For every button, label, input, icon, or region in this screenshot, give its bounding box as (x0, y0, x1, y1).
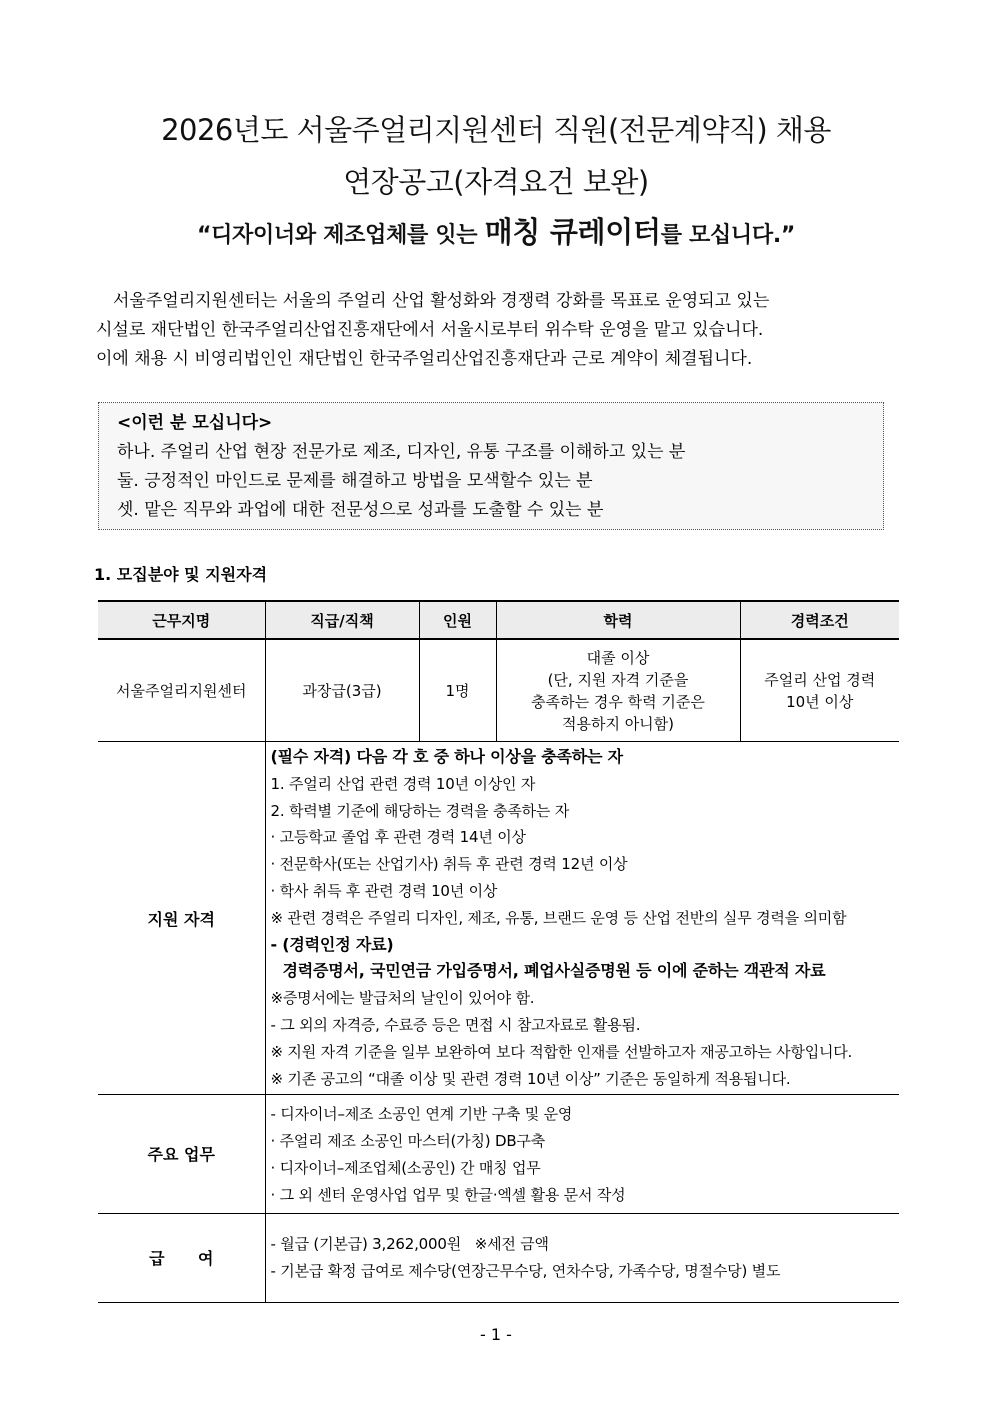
wanted-item: 둘. 긍정적인 마인드로 문제를 해결하고 방법을 모색할수 있는 분 (117, 471, 593, 491)
experience-line: 주얼리 산업 경력 (764, 670, 876, 689)
slogan-emphasis: 매칭 큐레이터 (484, 215, 661, 249)
salary-label: 급 여 (98, 1213, 265, 1302)
cell-education (496, 639, 740, 742)
salary-line: - 월급 (기본급) 3,262,000원 ※세전 금액 (270, 1234, 549, 1253)
duty-line: · 주얼리 제조 소공인 마스터(가칭) DB구축 (270, 1132, 546, 1151)
requirement-line: ※ 관련 경력은 주얼리 디자인, 제조, 유통, 브랜드 운영 등 산업 전반의 실무 경력을 의미함 (270, 908, 847, 927)
education-line: 대졸 이상 (586, 648, 650, 667)
requirement-line: · 학사 취득 후 관련 경력 10년 이상 (270, 881, 498, 900)
requirement-line: · 고등학교 졸업 후 관련 경력 14년 이상 (270, 828, 526, 847)
requirements-label: 지원 자격 (98, 742, 265, 1095)
intro-line: 시설로 재단법인 한국주얼리산업진흥재단에서 서울시로부터 위수탁 운영을 맡고 있습니다. (96, 320, 764, 340)
salary-content (265, 1213, 899, 1302)
title-line-1: 2026년도 서울주얼리지원센터 직원(전문계약직) 채용 (161, 113, 831, 147)
intro-line: 서울주얼리지원센터는 서울의 주얼리 산업 활성화와 경쟁력 강화를 목표로 운영되고 있는 (113, 291, 770, 311)
requirement-line: (필수 자격) 다음 각 호 중 하나 이상을 충족하는 자 (270, 747, 623, 766)
salary-row (98, 1213, 899, 1302)
cell-count: 1명 (419, 639, 496, 742)
header-experience: 경력조건 (740, 601, 899, 639)
duty-line: · 디자이너–제조업체(소공인) 간 매칭 업무 (270, 1158, 541, 1177)
duties-content (265, 1095, 899, 1213)
header-count: 인원 (419, 601, 496, 639)
education-line: 충족하는 경우 학력 기준은 (531, 692, 705, 711)
requirement-line: ※증명서에는 발급처의 날인이 있어야 함. (270, 989, 535, 1008)
education-line: (단, 지원 자격 기준을 (547, 670, 689, 689)
duties-row (98, 1095, 899, 1213)
cell-place: 서울주얼리지원센터 (98, 639, 265, 742)
title-line-2: 연장공고(자격요건 보완) (343, 165, 649, 199)
wanted-heading: <이런 분 모십니다> (117, 413, 273, 433)
requirements-row (98, 742, 899, 1095)
duties-label: 주요 업무 (98, 1095, 265, 1213)
requirement-line: ※ 기존 공고의 “대졸 이상 및 관련 경력 10년 이상” 기준은 동일하게 적용됩니다. (270, 1069, 791, 1088)
section-title: 1. 모집분야 및 지원자격 (94, 565, 268, 584)
requirements-content (265, 742, 899, 1095)
intro-paragraph (96, 287, 900, 374)
header-grade: 직급/직책 (265, 601, 419, 639)
duty-line: - 디자이너–제조 소공인 연계 기반 구축 및 운영 (270, 1105, 573, 1124)
requirement-line: 경력증명서, 국민연금 가입증명서, 폐업사실증명원 등 이에 준하는 객관적 자료 (282, 961, 826, 981)
page-number: - 1 - (480, 1325, 512, 1344)
intro-line: 이에 채용 시 비영리법인인 재단법인 한국주얼리산업진흥재단과 근로 계약이 체결됩니다. (96, 349, 753, 369)
duty-line: · 그 외 센터 운영사업 업무 및 한글·엑셀 활용 문서 작성 (270, 1185, 626, 1204)
header-place: 근무지명 (98, 601, 265, 639)
cell-grade: 과장급(3급) (265, 639, 419, 742)
recruitment-table (98, 600, 899, 1303)
requirement-line: 1. 주얼리 산업 관련 경력 10년 이상인 자 (270, 774, 536, 793)
wanted-item: 셋. 맡은 직무와 과업에 대한 전문성으로 성과를 도출할 수 있는 분 (117, 500, 604, 520)
table-header-row (98, 601, 899, 639)
table-row (98, 639, 899, 742)
requirement-line: - 그 외의 자격증, 수료증 등은 면접 시 참고자료로 활용됨. (270, 1015, 641, 1034)
salary-line: - 기본급 확정 급여로 제수당(연장근무수당, 연차수당, 가족수당, 명절수당) 별도 (270, 1261, 781, 1280)
experience-line: 10년 이상 (786, 692, 854, 711)
wanted-box (98, 402, 884, 530)
requirement-line: 2. 학력별 기준에 해당하는 경력을 충족하는 자 (270, 801, 570, 820)
education-line: 적용하지 아니함) (561, 714, 675, 733)
requirement-line: - (경력인정 자료) (270, 934, 394, 954)
cell-experience (740, 639, 899, 742)
header-education: 학력 (496, 601, 740, 639)
slogan (0, 210, 992, 251)
slogan-prefix: “디자이너와 제조업체를 잇는 (196, 223, 485, 248)
requirement-line: ※ 지원 자격 기준을 일부 보완하여 보다 적합한 인재를 선발하고자 재공고하는 사항입니다. (270, 1042, 853, 1061)
slogan-suffix: 를 모십니다.” (660, 223, 796, 248)
wanted-item: 하나. 주얼리 산업 현장 전문가로 제조, 디자인, 유통 구조를 이해하고 있는 분 (117, 442, 686, 462)
requirement-line: · 전문학사(또는 산업기사) 취득 후 관련 경력 12년 이상 (270, 855, 628, 874)
